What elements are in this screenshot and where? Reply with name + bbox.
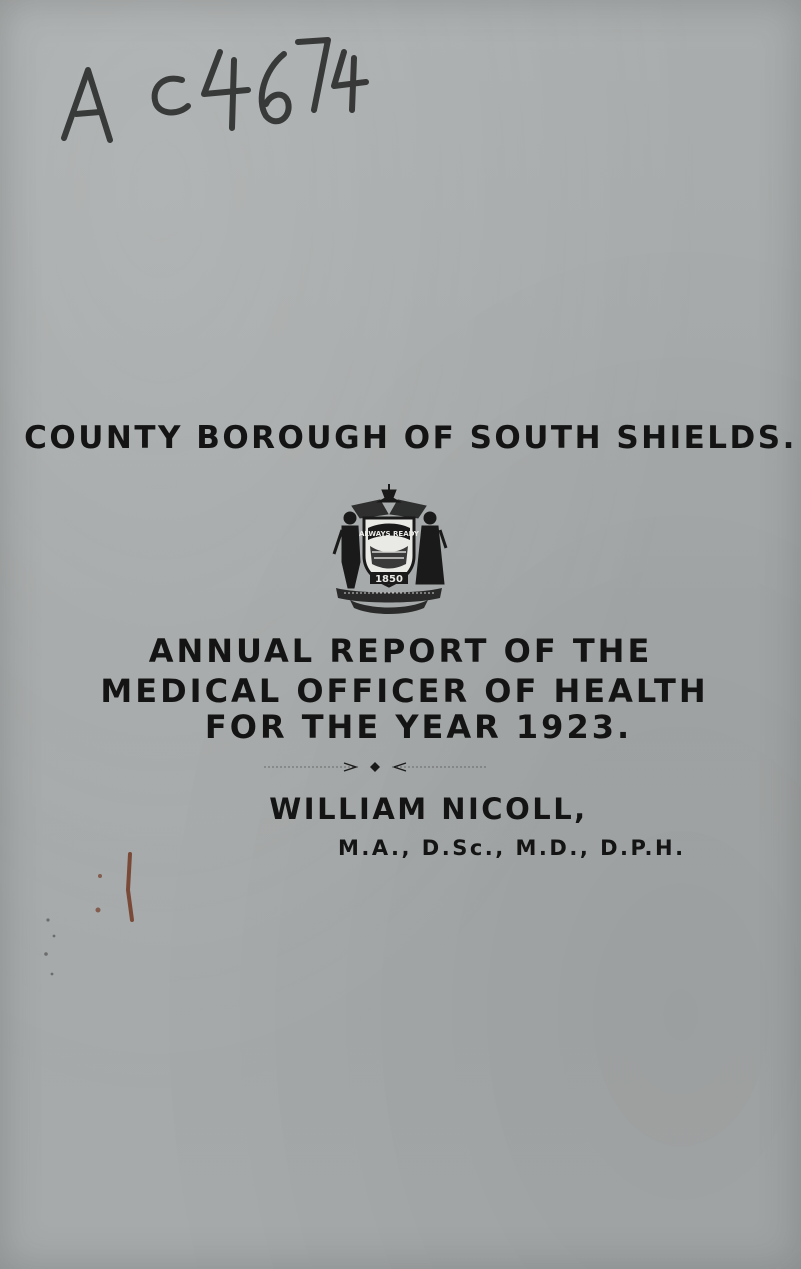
author-degrees: M.A., D.Sc., M.D., D.P.H. [338,836,686,860]
author-name: WILLIAM NICOLL, [269,792,588,826]
arrow-diamond-divider-icon [260,760,490,774]
report-title-line-3: FOR THE YEAR 1923. [204,708,633,746]
report-title-line-2: MEDICAL OFFICER OF HEALTH [100,672,709,710]
borough-coat-of-arms-icon [330,484,448,616]
report-title-line-1: ANNUAL REPORT OF THE [148,632,653,670]
edge-spots [36,910,66,990]
handwritten-reference-mark [52,30,382,150]
crest-motto: ALWAYS READY [359,530,419,538]
ink-stain-mark [88,850,148,930]
council-title: COUNTY BOROUGH OF SOUTH SHIELDS. [24,420,797,456]
crest-year: 1850 [375,574,403,585]
